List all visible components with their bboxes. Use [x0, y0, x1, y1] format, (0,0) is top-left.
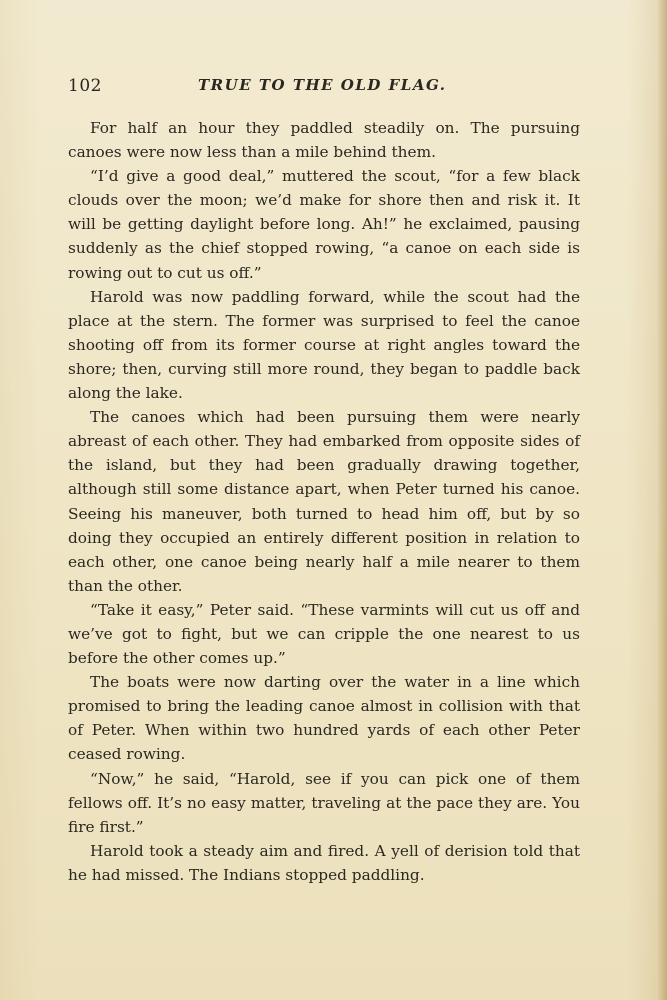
page-number: 102 — [68, 76, 102, 96]
paragraph: “I’d give a good deal,” muttered the scout, “for a few black clouds over the moon; we’d make for shore then and risk it. It will be getting daylight before long. Ah!” he exclaimed, pausing suddenly as the chief stopped rowing, “a canoe on each side is rowing out to cut us off.” — [68, 167, 580, 282]
page-edge-shadow — [657, 0, 667, 1000]
running-header — [68, 76, 588, 100]
paragraph: “Take it easy,” Peter said. “These varmints will cut us off and we’ve got to fight, but we can cripple the one nearest to us before the other comes up.” — [68, 600, 580, 668]
body-text — [68, 116, 580, 887]
paragraph: “Now,” he said, “Harold, see if you can pick one of them fellows off. It’s no easy matter, traveling at the pace they are. You fire first.” — [68, 769, 580, 836]
paragraph: Harold took a steady aim and fired. A yell of derision told that he had missed. The Indians stopped paddling. — [68, 841, 580, 884]
running-title: TRUE TO THE OLD FLAG. — [198, 76, 447, 94]
paragraph: The boats were now darting over the water in a line which promised to bring the leading canoe almost in collision with that of Peter. When within two hundred yards of each other Peter ceased rowing. — [68, 673, 580, 764]
paragraph: Harold was now paddling forward, while the scout had the place at the stern. The former was surprised to feel the canoe shooting off from its former course at right angles toward the shore; then, curving still more round, they began to paddle back along the lake. — [68, 287, 580, 403]
paragraph: For half an hour they paddled steadily on. The pursuing canoes were now less than a mile behind them. — [68, 119, 580, 162]
paragraph: The canoes which had been pursuing them were nearly abreast of each other. They had embarked from opposite sides of the island, but they had been gradually drawing together, although still some distance apart, when Peter turned his canoe. Seeing his maneuver, both turned to head him off, but by so doing they occupied an entirely different position in relation to each other, one canoe being nearly half a mile nearer to them than the other. — [68, 408, 580, 595]
